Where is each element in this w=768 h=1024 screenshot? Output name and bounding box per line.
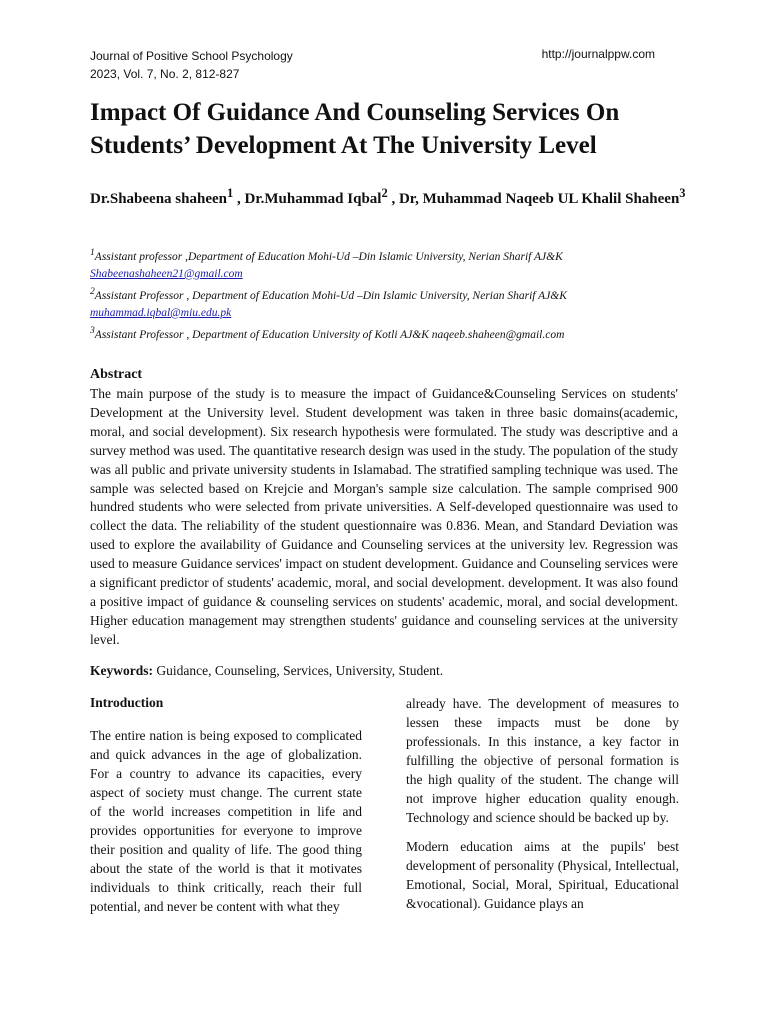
affiliation-2: $^2$Assistant Professor , Department of Education Mohi-Ud –Din Islamic University, Nerian Sharif AJ&K: [90, 285, 567, 302]
journal-header: [90, 47, 293, 83]
author-3: Dr, Muhammad Naqeeb UL Khalil Shaheen: [398, 191, 680, 207]
author-1: Dr.Shabeena shaheen: [90, 191, 227, 207]
email-link-1[interactable]: Shabeenashaheen21@gmail.com: [90, 267, 243, 280]
abstract-text: The main purpose of the study is to measure the impact of Guidance&Counseling Services on students' Development at the University level. Student development was taken in three basic domains(academic, moral, and social development). Six research hypothesis were formulated. The study was descriptive and a survey method was used. The quantitative research design was used in the study. The population of the study was all public and private university students in Islamabad. The stratified sampling technique was used. The sample was selected based on Krejcie and Morgan's sample size calculation. The sample comprised 900 hundred students who were selected from private universities. A Self-developed questionnaire was used to collect the data. The reliability of the student questionnaire was 0.836. Mean, and Standard Deviation was used to explore the availability of Guidance and Counseling services at the university lev. Regression was used to measure Guidance services' impact on student development. Guidance and Counseling services were a significant predictor of students' academic, moral, and social development. development. It was also found a positive impact of guidance & counseling services on students' academic, moral, and social development. Higher education management may strengthen students' guidance and counseling services at the university level.: [90, 386, 678, 647]
keywords: [90, 661, 678, 680]
paper-title: Impact Of Guidance And Counseling Services On Students’ Development At The University Level: [90, 99, 620, 159]
journal-url[interactable]: http://journalppw.com: [541, 47, 655, 61]
journal-name: Journal of Positive School Psychology: [90, 49, 293, 63]
intro-paragraph-1-continued: already have. The development of measures to lessen these impacts must be done by professionals. In this instance, a key factor in fulfilling the objective of personal formation is the high quality of the student. The change will not improve higher education quality enough. Technology and science should be backed up by.: [406, 696, 679, 825]
author-1-sup: 1: [226, 186, 234, 200]
abstract-heading: Abstract: [90, 367, 143, 382]
author-2-sup: 2: [381, 186, 388, 200]
right-column: [406, 694, 679, 923]
affiliation-3: $^3$Assistant Professor , Department of Education University of Kotli AJ&K naqeeb.shaheen@gmail.com: [90, 324, 565, 341]
author-list: Dr.Shabeena shaheen$^1$ , Dr.Muhammad Iqbal$^2$ , Dr, Muhammad Naqeeb UL Khalil Shaheen$^3$: [90, 186, 686, 207]
intro-paragraph-2: Modern education aims at the pupils' best development of personality (Physical, Intellectual, Emotional, Social, Moral, Spiritual, Educational &vocational). Guidance plays an: [406, 839, 679, 911]
keywords-text: Guidance, Counseling, Services, University, Student.: [153, 663, 444, 678]
affiliation-1: $^1$Assistant professor ,Department of Education Mohi-Ud –Din Islamic University, Nerian Sharif AJ&K: [90, 247, 563, 263]
keywords-label: Keywords:: [90, 663, 153, 678]
left-column: [90, 694, 362, 926]
journal-issue: 2023, Vol. 7, No. 2, 812-827: [90, 67, 240, 81]
affiliations: [90, 244, 690, 343]
intro-paragraph-1: The entire nation is being exposed to complicated and quick advances in the age of globalization. For a country to advance its capacities, every aspect of society must change. The current state of the world increases competition in life and provides opportunities for everyone to improve their position and quality of life. The good thing about the state of the world is that it motivates individuals to think critically, reach their full potential, and never be content with what they: [90, 728, 362, 914]
author-2: Dr.Muhammad Iqbal: [244, 191, 382, 207]
author-3-sup: 3: [679, 186, 686, 200]
introduction-heading: Introduction: [90, 695, 164, 710]
email-link-2[interactable]: muhammad.iqbal@miu.edu.pk: [90, 306, 232, 319]
